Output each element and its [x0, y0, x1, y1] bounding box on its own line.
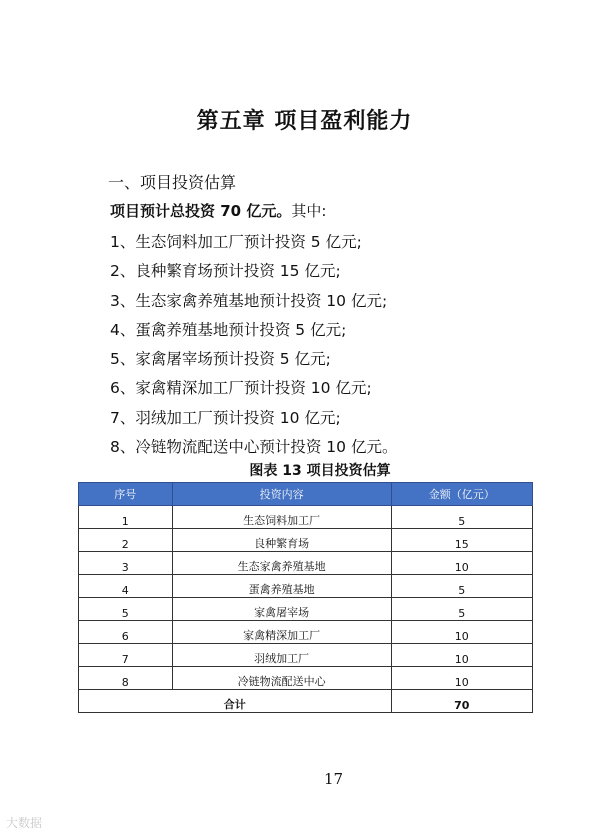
cell-content: 生态饲料加工厂 — [172, 506, 391, 529]
header-content: 投资内容 — [172, 483, 391, 506]
table-row — [79, 552, 533, 575]
cell-content: 生态家禽养殖基地 — [172, 552, 391, 575]
intro-line — [110, 200, 326, 221]
list-item: 1、生态饲料加工厂预计投资 5 亿元; — [110, 233, 362, 251]
cell-amount: 5 — [391, 575, 532, 598]
page-number: 17 — [324, 770, 344, 788]
table-caption: 图表 13 项目投资估算 — [249, 463, 391, 479]
list-item: 8、冷链物流配送中心预计投资 10 亿元。 — [110, 438, 398, 457]
investment-table — [78, 482, 533, 713]
cell-content: 家禽屠宰场 — [172, 598, 391, 621]
cell-total-label: 合计 — [79, 690, 392, 713]
cell-amount: 5 — [391, 506, 532, 529]
investment-list — [110, 228, 397, 462]
header-number: 序号 — [79, 483, 173, 506]
cell-amount: 10 — [391, 667, 532, 690]
cell-content: 冷链物流配送中心 — [172, 667, 391, 690]
cell-amount: 10 — [391, 621, 532, 644]
table-row — [79, 598, 533, 621]
list-item: 5、家禽屠宰场预计投资 5 亿元; — [110, 350, 331, 369]
section-heading: 一、项目投资估算 — [108, 173, 237, 192]
cell-amount: 15 — [391, 529, 532, 552]
table-row — [79, 667, 533, 690]
cell-number: 5 — [79, 598, 173, 621]
cell-number: 7 — [79, 644, 173, 667]
cell-number: 2 — [79, 529, 173, 552]
cell-content: 良种繁育场 — [172, 529, 391, 552]
intro-total-investment: 项目预计总投资 70 亿元。 — [110, 202, 292, 220]
list-item: 6、家禽精深加工厂预计投资 10 亿元; — [110, 379, 372, 398]
table-row — [79, 621, 533, 644]
cell-total-amount: 70 — [391, 690, 532, 713]
list-item: 2、良种繁育场预计投资 15 亿元; — [110, 262, 341, 281]
cell-content: 家禽精深加工厂 — [172, 621, 391, 644]
cell-content: 蛋禽养殖基地 — [172, 575, 391, 598]
list-item: 3、生态家禽养殖基地预计投资 10 亿元; — [110, 291, 388, 310]
list-item: 4、蛋禽养殖基地预计投资 5 亿元; — [110, 320, 347, 339]
cell-number: 3 — [79, 552, 173, 575]
cell-amount: 5 — [391, 598, 532, 621]
list-item: 7、羽绒加工厂预计投资 10 亿元; — [110, 408, 341, 427]
intro-rest: 其中: — [291, 202, 327, 220]
watermark: 大数据 — [6, 816, 43, 830]
table-row — [79, 644, 533, 667]
cell-number: 6 — [79, 621, 173, 644]
table-header-row — [79, 483, 533, 506]
cell-amount: 10 — [391, 644, 532, 667]
header-amount: 金额（亿元） — [391, 483, 532, 506]
table-row — [79, 529, 533, 552]
cell-number: 4 — [79, 575, 173, 598]
table-row — [79, 575, 533, 598]
page-title: 第五章 项目盈利能力 — [196, 108, 413, 134]
cell-number: 1 — [79, 506, 173, 529]
cell-amount: 10 — [391, 552, 532, 575]
table-total-row — [79, 690, 533, 713]
cell-number: 8 — [79, 667, 173, 690]
table-row — [79, 506, 533, 529]
cell-content: 羽绒加工厂 — [172, 644, 391, 667]
